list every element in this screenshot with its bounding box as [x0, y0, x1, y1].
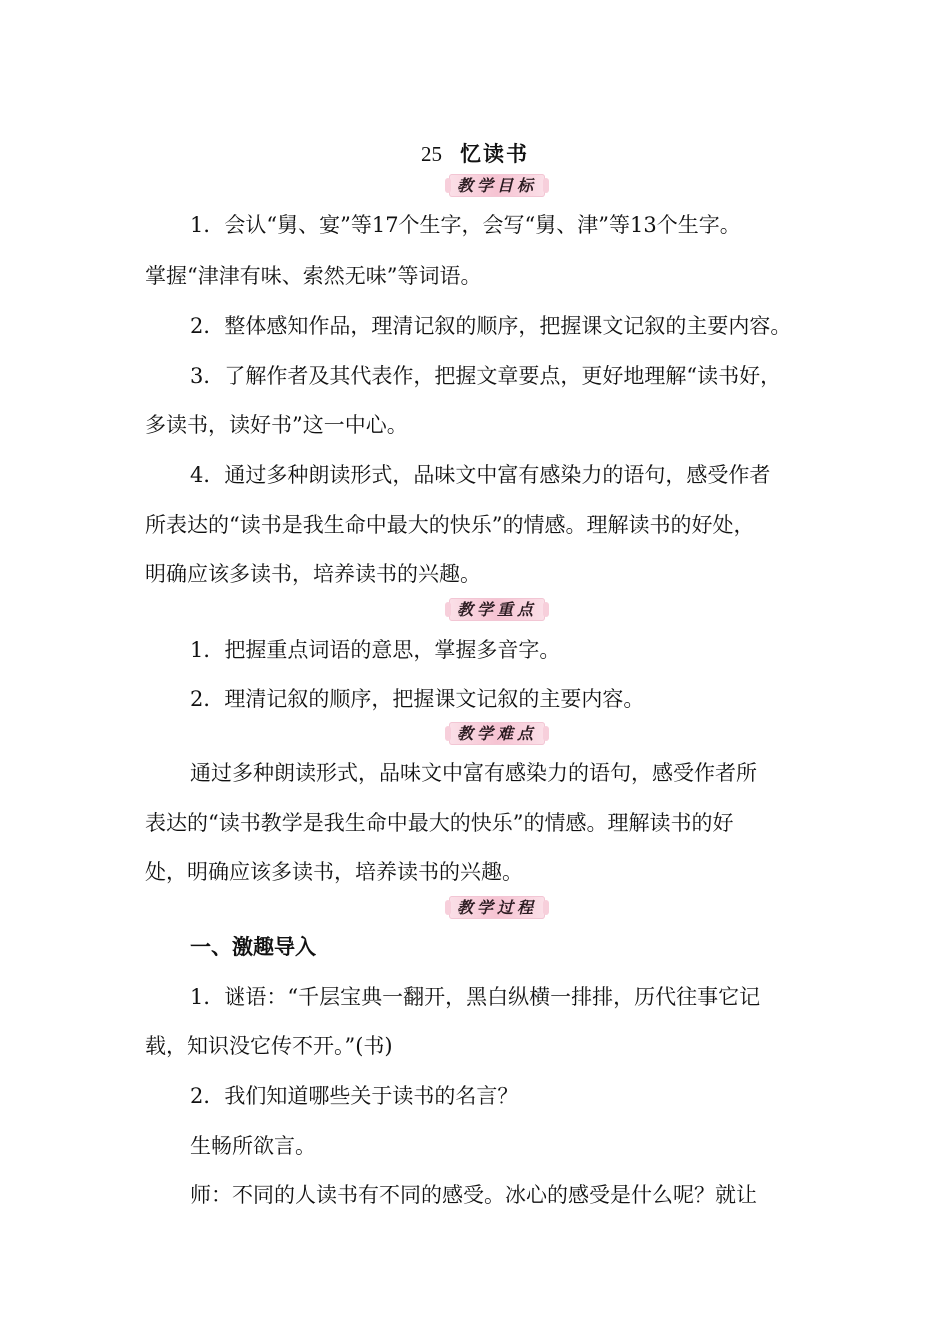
goal-1-line-1: 1．会认“舅、宴”等17个生字，会写“舅、津”等13个生字。 [190, 213, 741, 237]
goal-4-line-2: 所表达的“读书是我生命中最大的快乐”的情感。理解读书的好处， [145, 513, 755, 537]
student-response: 生畅所欲言。 [190, 1134, 316, 1158]
riddle-line-2: 载，知识没它传不开。”(书) [145, 1034, 393, 1058]
goal-4-line-3: 明确应该多读书，培养读书的兴趣。 [145, 562, 481, 586]
goals-section-tag: 教学目标 [449, 174, 545, 197]
difficulty-line-1: 通过多种朗读形式，品味文中富有感染力的语句，感受作者所 [190, 761, 757, 785]
riddle-line-1: 1．谜语：“千层宝典一翻开，黑白纵横一排排，历代往事它记 [190, 985, 761, 1009]
goal-1-line-2: 掌握“津津有味、索然无味”等词语。 [145, 264, 482, 288]
goal-3-line-1: 3．了解作者及其代表作，把握文章要点，更好地理解“读书好， [190, 364, 782, 388]
key-point-1: 1．把握重点词语的意思，掌握多音字。 [190, 638, 561, 662]
lesson-name: 忆读书 [460, 141, 529, 166]
quotes-question: 2．我们知道哪些关于读书的名言？ [190, 1084, 519, 1108]
process-heading: 一、激趣导入 [190, 935, 316, 959]
teacher-line: 师：不同的人读书有不同的感受。冰心的感受是什么呢？就让 [190, 1183, 757, 1207]
lesson-title [0, 138, 950, 168]
difficulty-line-2: 表达的“读书教学是我生命中最大的快乐”的情感。理解读书的好 [145, 811, 734, 835]
difficulty-section-tag: 教学难点 [449, 722, 545, 745]
key-point-2: 2．理清记叙的顺序，把握课文记叙的主要内容。 [190, 687, 645, 711]
difficulty-line-3: 处，明确应该多读书，培养读书的兴趣。 [145, 860, 523, 884]
goal-3-line-2: 多读书，读好书”这一中心。 [145, 413, 408, 437]
key-points-section-tag: 教学重点 [449, 598, 545, 621]
process-section-tag: 教学过程 [449, 896, 545, 919]
lesson-number: 25 [421, 142, 442, 166]
goal-4-line-1: 4．通过多种朗读形式，品味文中富有感染力的语句，感受作者 [190, 463, 771, 487]
goal-2-line-1: 2．整体感知作品，理清记叙的顺序，把握课文记叙的主要内容。 [190, 314, 792, 338]
